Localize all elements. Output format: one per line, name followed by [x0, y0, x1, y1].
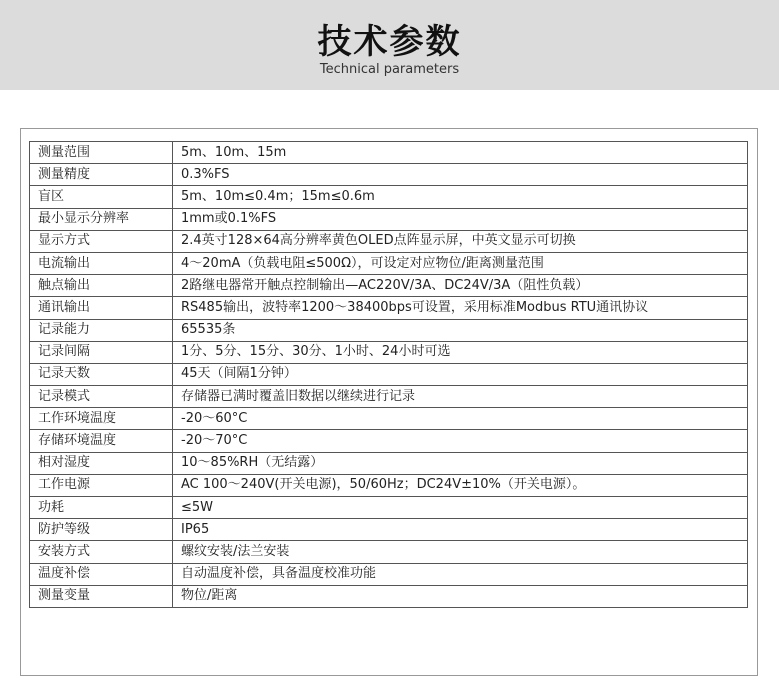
spec-value: 10～85%RH（无结露）	[173, 452, 748, 474]
spec-label: 测量范围	[30, 142, 173, 164]
spec-value: 1mm或0.1%FS	[173, 208, 748, 230]
spec-label: 存储环境温度	[30, 430, 173, 452]
table-row	[30, 297, 748, 319]
table-row	[30, 452, 748, 474]
spec-value: IP65	[173, 519, 748, 541]
header-banner	[0, 0, 779, 90]
table-row	[30, 363, 748, 385]
spec-label: 记录模式	[30, 386, 173, 408]
spec-label: 温度补偿	[30, 563, 173, 585]
table-row	[30, 164, 748, 186]
spec-label: 最小显示分辨率	[30, 208, 173, 230]
table-row	[30, 474, 748, 496]
spec-label: 记录能力	[30, 319, 173, 341]
table-row	[30, 430, 748, 452]
spec-label: 电流输出	[30, 252, 173, 274]
spec-value: 4～20mA（负载电阻≤500Ω），可设定对应物位/距离测量范围	[173, 252, 748, 274]
spec-value: 45天（间隔1分钟）	[173, 363, 748, 385]
spec-value: 65535条	[173, 319, 748, 341]
spec-label: 相对湿度	[30, 452, 173, 474]
spec-label: 显示方式	[30, 230, 173, 252]
table-row	[30, 186, 748, 208]
spec-label: 工作电源	[30, 474, 173, 496]
spec-label: 盲区	[30, 186, 173, 208]
spec-value: ≤5W	[173, 497, 748, 519]
spec-label: 工作环境温度	[30, 408, 173, 430]
spec-table	[29, 141, 748, 608]
spec-panel	[20, 128, 758, 676]
spec-value: 2.4英寸128×64高分辨率黄色OLED点阵显示屏，中英文显示可切换	[173, 230, 748, 252]
spec-value: -20～60°C	[173, 408, 748, 430]
spec-value: 2路继电器常开触点控制输出—AC220V/3A、DC24V/3A（阻性负载）	[173, 275, 748, 297]
spec-value: 5m、10m≤0.4m；15m≤0.6m	[173, 186, 748, 208]
spec-value: 自动温度补偿，具备温度校准功能	[173, 563, 748, 585]
table-row	[30, 585, 748, 607]
spec-label: 测量变量	[30, 585, 173, 607]
table-row	[30, 319, 748, 341]
spec-label: 记录天数	[30, 363, 173, 385]
table-row	[30, 408, 748, 430]
spec-label: 记录间隔	[30, 341, 173, 363]
table-row	[30, 252, 748, 274]
spec-value: 螺纹安装/法兰安装	[173, 541, 748, 563]
spec-label: 通讯输出	[30, 297, 173, 319]
spec-label: 防护等级	[30, 519, 173, 541]
spec-label: 触点输出	[30, 275, 173, 297]
table-row	[30, 563, 748, 585]
table-row	[30, 519, 748, 541]
table-row	[30, 230, 748, 252]
table-row	[30, 208, 748, 230]
table-row	[30, 142, 748, 164]
page-subtitle: Technical parameters	[319, 62, 460, 77]
spec-value: 0.3%FS	[173, 164, 748, 186]
spec-label: 测量精度	[30, 164, 173, 186]
spec-value: AC 100～240V(开关电源)，50/60Hz；DC24V±10%（开关电源）。	[173, 474, 748, 496]
spec-value: -20～70°C	[173, 430, 748, 452]
spec-value: 存储器已满时覆盖旧数据以继续进行记录	[173, 386, 748, 408]
table-row	[30, 275, 748, 297]
spec-value: 1分、5分、15分、30分、1小时、24小时可选	[173, 341, 748, 363]
table-row	[30, 541, 748, 563]
spec-label: 安装方式	[30, 541, 173, 563]
page-title: 技术参数	[317, 22, 462, 62]
spec-value: 物位/距离	[173, 585, 748, 607]
table-row	[30, 341, 748, 363]
spec-value: 5m、10m、15m	[173, 142, 748, 164]
spec-label: 功耗	[30, 497, 173, 519]
table-row	[30, 386, 748, 408]
spec-value: RS485输出，波特率1200～38400bps可设置，采用标准Modbus RTU通讯协议	[173, 297, 748, 319]
table-row	[30, 497, 748, 519]
